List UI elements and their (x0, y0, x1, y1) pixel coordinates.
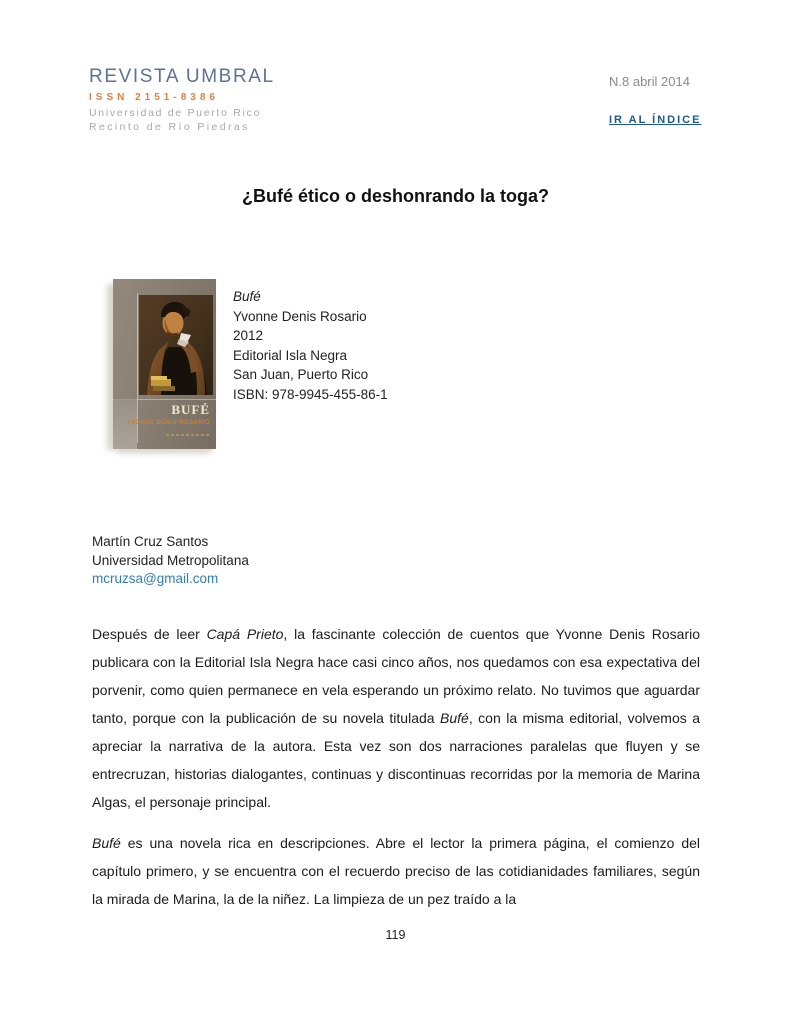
cover-fineprint (166, 434, 210, 436)
issue-label: N.8 abril 2014 (609, 74, 690, 89)
book-year: 2012 (233, 328, 264, 343)
go-to-index-link[interactable]: IR AL ÍNDICE (609, 114, 702, 126)
review-body (92, 620, 700, 926)
reviewer-block (92, 533, 249, 589)
book-publisher: Editorial Isla Negra (233, 347, 348, 363)
reviewer-email-link[interactable]: mcruzsa@gmail.com (92, 571, 219, 586)
book-author: Yvonne Denis Rosario (233, 308, 367, 324)
journal-logo (89, 66, 275, 133)
page-number: 119 (385, 928, 406, 942)
journal-issn: ISSN 2151-8386 (89, 92, 219, 103)
review-paragraph: Bufé es una novela rica en descripciones. Abre el lector la primera página, el comienzo del capítulo primero, y se encuentra con el recuerdo preciso de las cotidianidades familiares, según la mirada de Marina, la de la niñez. La limpieza de un pez traído a la (92, 835, 700, 907)
book-details (233, 287, 388, 404)
book-cover-image (113, 279, 216, 449)
reviewer-name: Martín Cruz Santos (92, 534, 209, 549)
reviewer-affiliation: Universidad Metropolitana (92, 552, 249, 568)
cover-book-author: YVONNE DENIS-ROSARIO (126, 420, 210, 426)
journal-logo-title: REVISTA UMBRAL (89, 66, 275, 87)
book-title: Bufé (233, 289, 261, 304)
journal-university: Universidad de Puerto Rico (89, 107, 262, 119)
book-isbn: ISBN: 978-9945-455-86-1 (233, 386, 388, 402)
journal-campus: Recinto de Río Piedras (89, 121, 250, 133)
book-cover-portrait-painting (139, 295, 213, 395)
cover-book-title: BUFÉ (171, 402, 210, 417)
book-place: San Juan, Puerto Rico (233, 367, 369, 382)
review-paragraph: Después de leer Capá Prieto, la fascinante colección de cuentos que Yvonne Denis Rosario publicara con la Editorial Isla Negra hace casi cinco años, nos quedamos con esa expectativa del porvenir, como quien permanece en vela esperando un próximo relato. No tuvimos que aguardar tanto, porque con la publicación de su novela titulada Bufé, con la misma editorial, volvemos a apreciar la narrativa de la autora. Esta vez son dos narraciones paralelas que fluyen y se entrecruzan, historias dialogantes, continuas y discontinuas recorridas por la memoria de Marina Algas, el personaje principal. (92, 626, 700, 810)
article-title: ¿Bufé ético o deshonrando la toga? (241, 186, 549, 207)
